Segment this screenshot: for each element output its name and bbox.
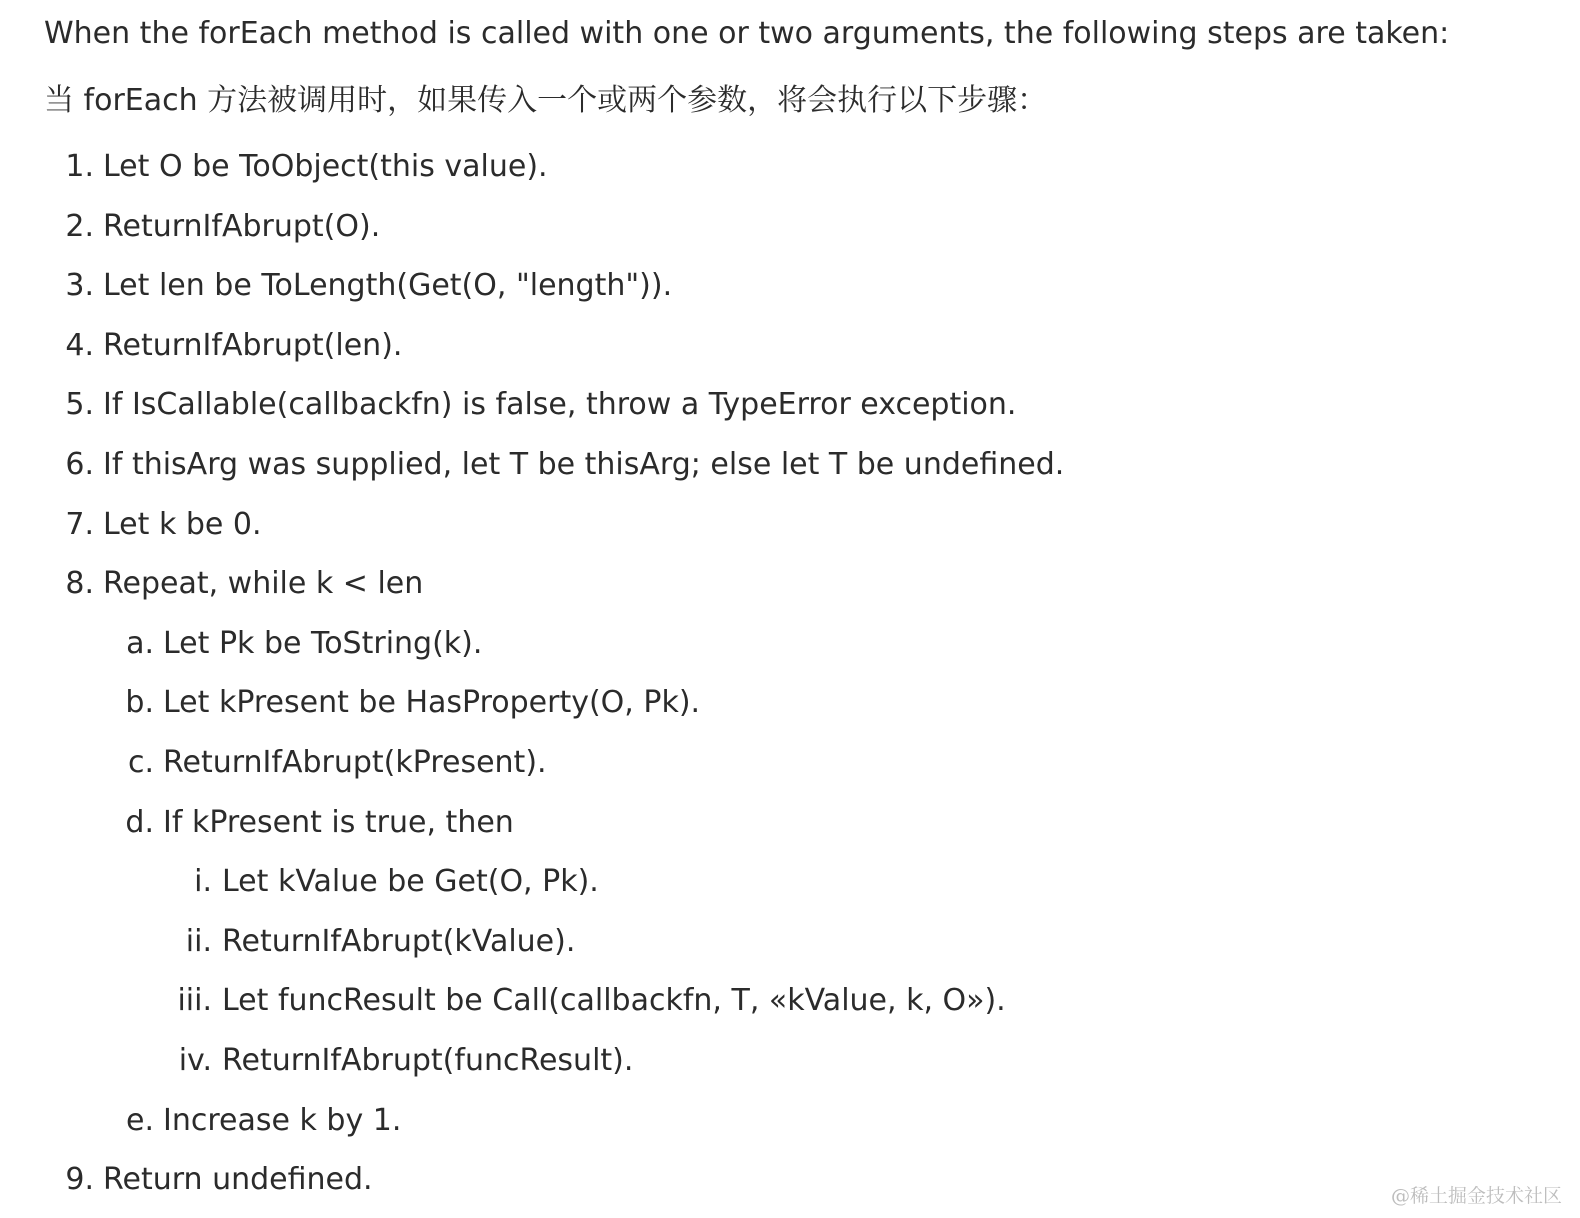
intro-english: When the forEach method is called with one or two arguments, the following steps are taken: xyxy=(44,16,1450,51)
step-marker: ii. xyxy=(185,923,212,959)
step-text: Let funcResult be Call(callbackfn, T, «kValue, k, O»). xyxy=(222,983,1006,1019)
step-marker: 8. xyxy=(65,566,94,602)
step-text: Let len be ToLength(Get(O, "length")). xyxy=(103,268,673,304)
step-marker: 7. xyxy=(65,506,94,542)
step-text: Let kValue be Get(O, Pk). xyxy=(222,864,599,900)
step-marker: iii. xyxy=(177,983,212,1019)
step-text: If thisArg was supplied, let T be thisArg; else let T be undefined. xyxy=(103,447,1065,482)
watermark: @稀土掘金技术社区 xyxy=(1390,1185,1562,1207)
step-marker: i. xyxy=(194,864,212,900)
step-marker: 9. xyxy=(65,1162,94,1198)
step-marker: a. xyxy=(126,625,154,661)
step-text: Let Pk be ToString(k). xyxy=(163,625,483,661)
step-text: ReturnIfAbrupt(kValue). xyxy=(222,923,576,959)
step-marker: b. xyxy=(125,685,154,721)
step-text: If kPresent is true, then xyxy=(163,804,514,840)
step-text: ReturnIfAbrupt(kPresent). xyxy=(163,745,547,780)
step-text: Let O be ToObject(this value). xyxy=(103,149,548,184)
step-text: Return undefined. xyxy=(103,1162,373,1198)
step-marker: 1. xyxy=(65,149,94,184)
step-text: ReturnIfAbrupt(len). xyxy=(103,327,403,363)
step-marker: e. xyxy=(126,1102,154,1138)
step-marker: c. xyxy=(127,745,154,780)
step-marker: 6. xyxy=(65,447,94,482)
step-marker: iv. xyxy=(178,1043,212,1078)
step-text: ReturnIfAbrupt(O). xyxy=(103,208,381,244)
step-text: Let k be 0. xyxy=(103,506,262,542)
step-marker: 4. xyxy=(65,327,94,363)
step-text: Increase k by 1. xyxy=(163,1102,402,1138)
step-text: If IsCallable(callbackfn) is false, throw a TypeError exception. xyxy=(103,387,1017,423)
step-text: ReturnIfAbrupt(funcResult). xyxy=(222,1043,634,1078)
step-marker: 3. xyxy=(65,268,94,304)
step-marker: 2. xyxy=(65,208,94,244)
step-text: Let kPresent be HasProperty(O, Pk). xyxy=(163,685,701,721)
step-marker: d. xyxy=(125,804,154,840)
step-text: Repeat, while k < len xyxy=(103,566,424,602)
intro-chinese: 当 forEach 方法被调用时，如果传入一个或两个参数，将会执行以下步骤： xyxy=(44,83,1048,118)
step-marker: 5. xyxy=(65,387,94,423)
